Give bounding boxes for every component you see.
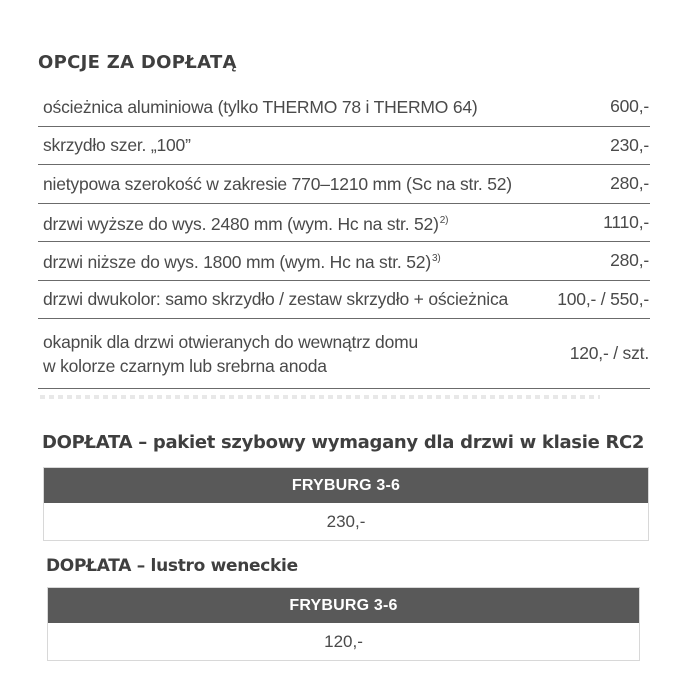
mirror-surcharge-column-header: FRYBURG 3-6 — [48, 588, 639, 623]
option-price: 230,- — [610, 134, 649, 155]
footnote-marker: 3) — [431, 253, 441, 265]
table-row — [38, 204, 650, 243]
rc2-surcharge-title: DOPŁATA – pakiet szybowy wymagany dla drzwi w klasie RC2 — [42, 432, 645, 453]
option-price: 120,- / szt. — [569, 343, 649, 363]
option-label — [43, 247, 440, 274]
option-label: nietypowa szerokość w zakresie 770–1210 mm (Sc na str. 52) — [43, 173, 512, 194]
option-price: 600,- — [610, 96, 649, 117]
table-row — [38, 88, 650, 127]
options-section-title: OPCJE ZA DOPŁATĄ — [38, 52, 237, 73]
table-row — [38, 165, 650, 204]
option-label — [43, 330, 418, 378]
rc2-surcharge-table — [43, 467, 649, 541]
option-label-line-2: w kolorze czarnym lub srebrna anoda — [43, 355, 327, 376]
table-row — [38, 242, 650, 281]
rc2-surcharge-column-header: FRYBURG 3-6 — [44, 468, 648, 503]
options-table — [38, 88, 650, 389]
table-row — [38, 319, 650, 389]
option-label: ościeżnica aluminiowa (tylko THERMO 78 i THERMO 64) — [43, 96, 478, 117]
table-row — [38, 127, 650, 166]
rc2-surcharge-value: 230,- — [326, 511, 366, 531]
option-label: skrzydło szer. „100” — [43, 135, 191, 156]
option-label: drzwi dwukolor: samo skrzydło / zestaw skrzydło + ościeżnica — [43, 289, 509, 310]
mirror-surcharge-table — [47, 587, 640, 661]
option-label-line-1: okapnik dla drzwi otwieranych do wewnątrz domu — [43, 331, 419, 352]
option-price: 280,- — [610, 173, 649, 194]
option-price: 1110,- — [603, 211, 649, 232]
option-label-text: drzwi niższe do wys. 1800 mm (wym. Hc na str. 52) — [43, 252, 431, 273]
option-price: 280,- — [610, 250, 649, 271]
mirror-surcharge-value: 120,- — [324, 631, 363, 651]
mirror-surcharge-title: DOPŁATA – lustro weneckie — [46, 556, 298, 576]
footnote-marker: 2) — [439, 214, 449, 226]
option-price: 100,- / 550,- — [557, 288, 649, 309]
option-label-text: drzwi wyższe do wys. 2480 mm (wym. Hc na str. 52) — [43, 213, 439, 234]
clipped-text-remnant — [40, 395, 600, 399]
table-row — [38, 281, 650, 320]
option-label — [43, 209, 448, 236]
